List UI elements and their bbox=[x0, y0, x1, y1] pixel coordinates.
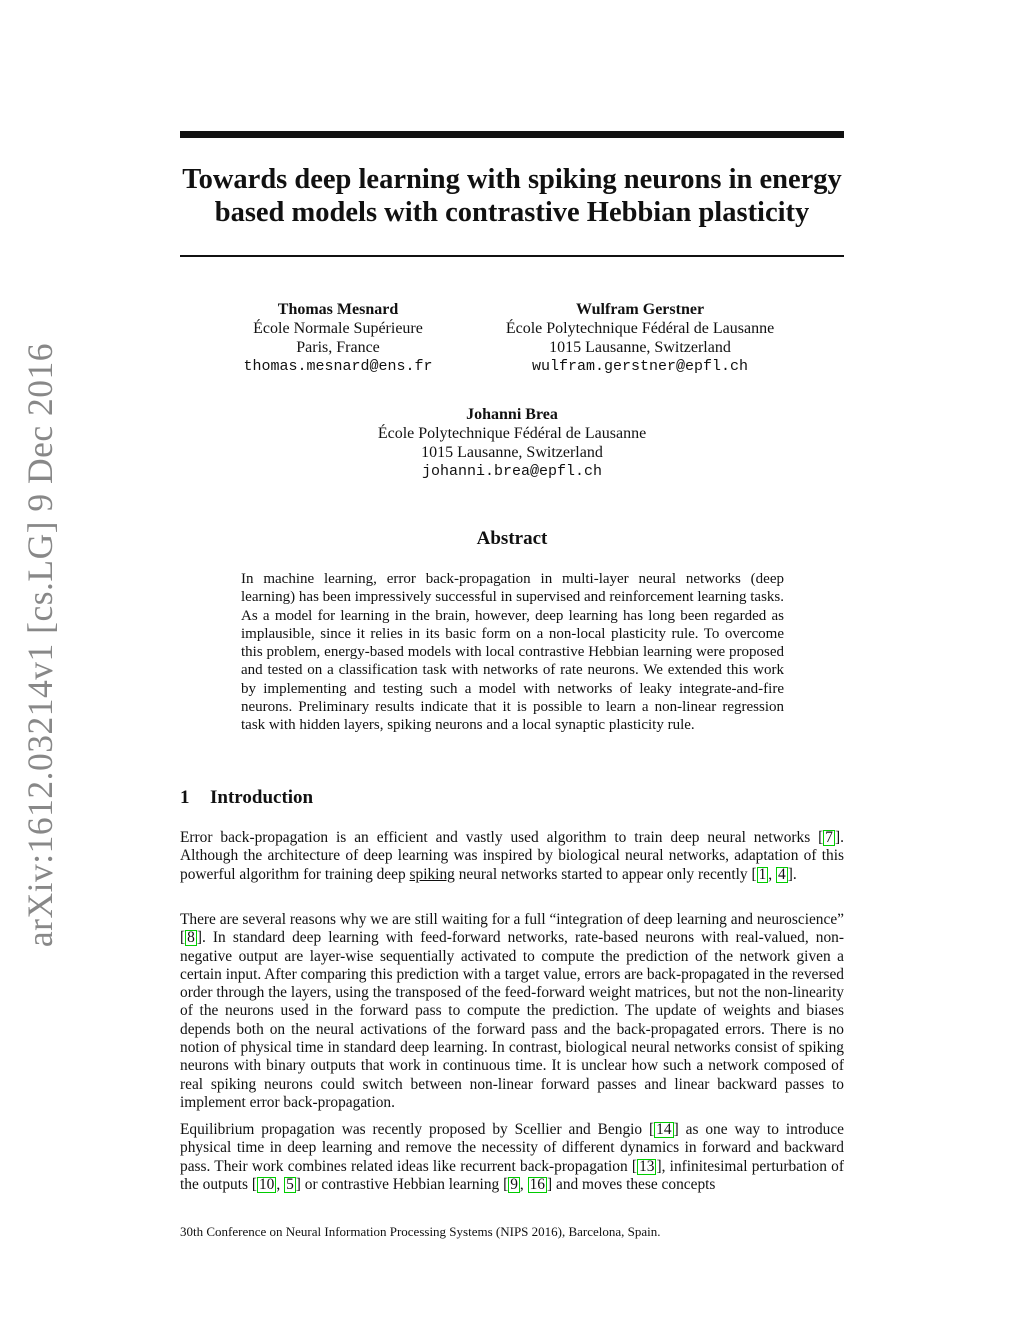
section-heading bbox=[180, 787, 844, 809]
author-email[interactable]: johanni.brea@epfl.ch bbox=[421, 463, 603, 480]
text-run: neural networks started to appear only recently bbox=[454, 865, 752, 883]
title-top-rule bbox=[180, 131, 844, 138]
text-run: Equilibrium propagation was recently proposed by Scellier and Bengio bbox=[180, 1121, 650, 1138]
author-affiliation: École Polytechnique Fédéral de Lausanne bbox=[505, 320, 775, 337]
text-run: as one way to introduce physical time in deep learning and remove the necessity of different dynamics in forward and backward pass. Their work combines related ideas like recurrent back-propagation bbox=[180, 1121, 844, 1175]
title-bottom-rule bbox=[180, 255, 844, 257]
text-run: There are several reasons why we are still waiting for a full “integration of deep learning and neuroscience” bbox=[180, 911, 844, 928]
intro-paragraph-2: There are several reasons why we are still waiting for a full “integration of deep learning and neuroscience” [ 8 ]. In standard deep learning with feed-forward networks, rate-based neurons with real-valued, non-negative output are layer-wise sequentially activated to compute the prediction of the network given a certain input. After comparing this prediction with a target value, errors are back-propagated in the reversed order through the layers, using the transposed of the feed-forward weight matrices, but not the non-linearity of the neurons used in the forward pass to compute the prediction. The update of weights and biases depends both on the neural activations of the forward pass and the back-propagated errors. There is no notion of physical time in standard deep learning. In contrast, biological neural networks consist of spiking neurons with binary outputs that work in continuous time. It is unclear how such a network composed of real spiking neurons could switch between non-linear forward passes and linear backward passes to implement error back-propagation. bbox=[180, 911, 844, 1111]
author-email[interactable]: wulfram.gerstner@epfl.ch bbox=[531, 358, 749, 375]
intro-paragraph-3: Equilibrium propagation was recently proposed by Scellier and Bengio [ 14 ] as one way to introduce physical time in deep learning and remove the necessity of different dynamics in forward and backward pass. Their work combines related ideas like recurrent back-propagation [ 13 ], infinitesimal perturbation of the outputs [ 10 , 5 ] or contrastive Hebbian learning [ 9 , 16 ] and moves these concepts bbox=[180, 1121, 844, 1193]
author-affiliation: École Polytechnique Fédéral de Lausanne bbox=[377, 425, 647, 442]
abstract-heading: Abstract bbox=[476, 528, 548, 549]
abstract-text: In machine learning, error back-propagation in multi-layer neural networks (deep learning) has been impressively successful in supervised and reinforcement learning tasks. As a model for learning in the brain, however, deep learning has long been regarded as implausible, since it relies in its basic form on a non-local plasticity rule. To overcome this problem, energy-based models with local contrastive Hebbian learning were proposed and tested on a classification task with networks of rate neurons. We extended this work by implementing and testing such a model with networks of leaky integrate-and-fire neurons. Preliminary results indicate that it is possible to learn a non-linear regression task with hidden layers, spiking neurons and a local synaptic plasticity rule. bbox=[241, 571, 784, 734]
author-block-1 bbox=[218, 300, 458, 376]
section-number: 1 bbox=[180, 787, 190, 808]
author-block-3 bbox=[352, 405, 672, 481]
author-block-2 bbox=[480, 300, 800, 376]
citation-link[interactable]: 8 bbox=[187, 929, 195, 947]
section-title: Introduction bbox=[210, 787, 314, 808]
author-location: 1015 Lausanne, Switzerland bbox=[549, 339, 731, 356]
author-email[interactable]: thomas.mesnard@ens.fr bbox=[243, 358, 433, 375]
author-name: Johanni Brea bbox=[466, 406, 558, 423]
emphasized-word: spiking bbox=[409, 865, 455, 883]
author-location: Paris, France bbox=[296, 339, 380, 356]
author-affiliation: École Normale Supérieure bbox=[253, 320, 423, 337]
author-name: Thomas Mesnard bbox=[277, 301, 399, 318]
citation-link[interactable]: 9 bbox=[510, 1175, 518, 1193]
citation-link[interactable]: 16 bbox=[529, 1175, 545, 1193]
citation-link[interactable]: 1 bbox=[758, 865, 767, 883]
text-run: and moves these concepts bbox=[552, 1175, 716, 1193]
text-run: . bbox=[792, 865, 797, 883]
author-name: Wulfram Gerstner bbox=[575, 301, 705, 318]
citation-link[interactable]: 10 bbox=[258, 1175, 275, 1193]
paper-title: Towards deep learning with spiking neurons in energy based models with contrastive Hebbian plasticity bbox=[182, 164, 842, 228]
conference-footnote: 30th Conference on Neural Information Processing Systems (NIPS 2016), Barcelona, Spain. bbox=[180, 1224, 661, 1239]
text-run: or contrastive Hebbian learning bbox=[300, 1175, 504, 1193]
citation-link[interactable]: 4 bbox=[777, 865, 786, 883]
text-run: . Although the architecture of deep learning was inspired by biological neural networks, adaptation of this powerful algorithm for training deep bbox=[180, 829, 844, 883]
citation-link[interactable]: 13 bbox=[639, 1157, 655, 1175]
intro-paragraph-1: Error back-propagation is an efficient and vastly used algorithm to train deep neural networks [ 7 ]. Although the architecture of deep learning was inspired by biological neural networks, adaptation of this powerful algorithm for training deep spiking neural networks started to appear only recently [ 1 , 4 ]. bbox=[180, 829, 844, 883]
citation-link[interactable]: 14 bbox=[656, 1121, 672, 1138]
text-run: . In standard deep learning with feed-forward networks, rate-based neurons with real-valued, non-negative output are layer-wise sequentially activated to compute the prediction of the network given a certain input. After comparing this prediction with a target value, errors are back-propagated in the reversed order through the layers, using the transposed of the feed-forward weight matrices, but not the non-linearity of the neurons used in the forward pass to compute the prediction. The update of weights and biases depends both on the neural activations of the forward pass and the back-propagated errors. There is no notion of physical time in standard deep learning. In contrast, biological neural networks consist of spiking neurons with binary outputs that work in continuous time. It is unclear how such a network composed of real spiking neurons could switch between non-linear forward passes and linear backward passes to implement error back-propagation. bbox=[180, 929, 844, 1111]
citation-link[interactable]: 5 bbox=[286, 1175, 294, 1193]
text-run: , infinitesimal perturbation of the outputs bbox=[180, 1157, 844, 1193]
arxiv-identifier: arXiv:1612.03214v1 [cs.LG] 9 Dec 2016 bbox=[20, 342, 60, 948]
author-location: 1015 Lausanne, Switzerland bbox=[421, 444, 603, 461]
text-run: Error back-propagation is an efficient and vastly used algorithm to train deep neural networks bbox=[180, 829, 819, 846]
citation-link[interactable]: 7 bbox=[825, 829, 833, 846]
